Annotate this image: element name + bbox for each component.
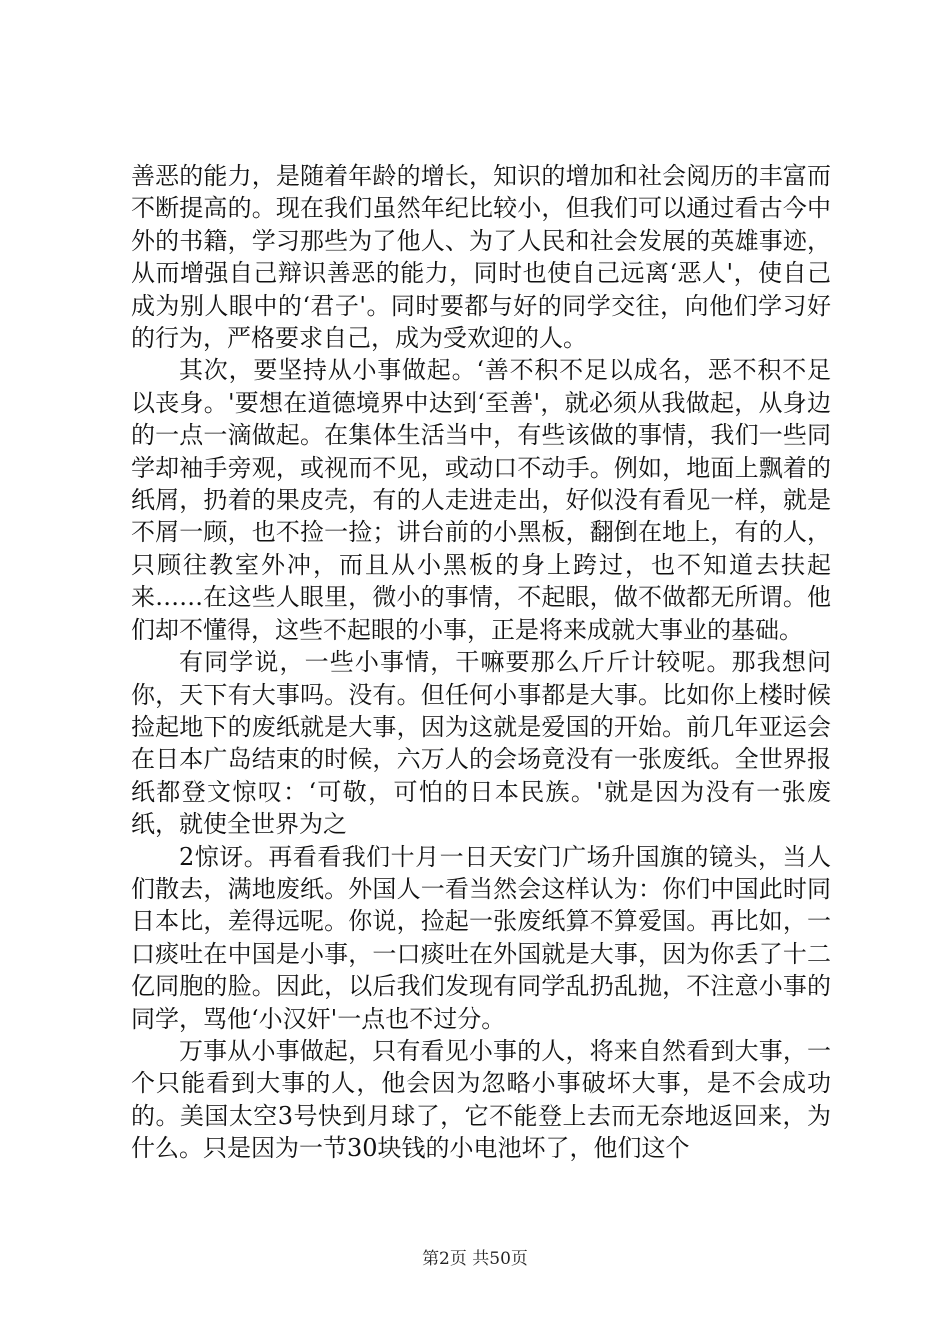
paragraph-5: 万事从小事做起，只有看见小事的人，将来自然看到大事，一个只能看到大事的人，他会因为忽略小事破坏大事，是不会成功的。美国太空3号快到月球了，它不能登上去而无奈地返回来，为什么。只是因为一节30块钱的小电池坏了，他们这个 bbox=[131, 1036, 831, 1163]
page-footer bbox=[0, 1244, 950, 1269]
body-text bbox=[131, 160, 831, 1165]
page-number-label: 第2页 共50页 bbox=[422, 1249, 528, 1269]
paragraph-1: 善恶的能力，是随着年龄的增长，知识的增加和社会阅历的丰富而不断提高的。现在我们虽然年纪比较小，但我们可以通过看古今中外的书籍，学习那些为了他人、为了人民和社会发展的英雄事迹，从而增强自己辩识善恶的能力，同时也使自己远离‘恶人'，使自己成为别人眼中的‘君子'。同时要都与好的同学交往，向他们学习好的行为，严格要求自己，成为受欢迎的人。 bbox=[131, 162, 831, 353]
paragraph-4: 2惊讶。再看看我们十月一日天安门广场升国旗的镜头，当人们散去，满地废纸。外国人一看当然会这样认为：你们中国此时同日本比，差得远呢。你说，捡起一张废纸算不算爱国。再比如，一口痰吐在中国是小事，一口痰吐在外国就是大事，因为你丢了十二亿同胞的脸。因此，以后我们发现有同学乱扔乱抛，不注意小事的同学，骂他‘小汉奸'一点也不过分。 bbox=[131, 842, 831, 1033]
paragraph-2: 其次，要坚持从小事做起。‘善不积不足以成名，恶不积不足以丧身。'要想在道德境界中达到‘至善'，就必须从我做起，从身边的一点一滴做起。在集体生活当中，有些该做的事情，我们一些同学却袖手旁观，或视而不见，或动口不动手。例如，地面上飘着的纸屑，扔着的果皮壳，有的人走进走出，好似没有看见一样，就是不屑一顾，也不捡一捡；讲台前的小黑板，翻倒在地上，有的人，只顾往教室外冲，而且从小黑板的身上跨过，也不知道去扶起来……在这些人眼里，微小的事情，不起眼，做不做都无所谓。他们却不懂得，这些不起眼的小事，正是将来成就大事业的基础。 bbox=[131, 356, 831, 644]
paragraph-3: 有同学说，一些小事情，干嘛要那么斤斤计较呢。那我想问你，天下有大事吗。没有。但任何小事都是大事。比如你上楼时候捡起地下的废纸就是大事，因为这就是爱国的开始。前几年亚运会在日本广岛结束的时候，六万人的会场竟没有一张废纸。全世界报纸都登文惊叹：‘可敬，可怕的日本民族。'就是因为没有一张废纸，就使全世界为之 bbox=[131, 648, 831, 839]
